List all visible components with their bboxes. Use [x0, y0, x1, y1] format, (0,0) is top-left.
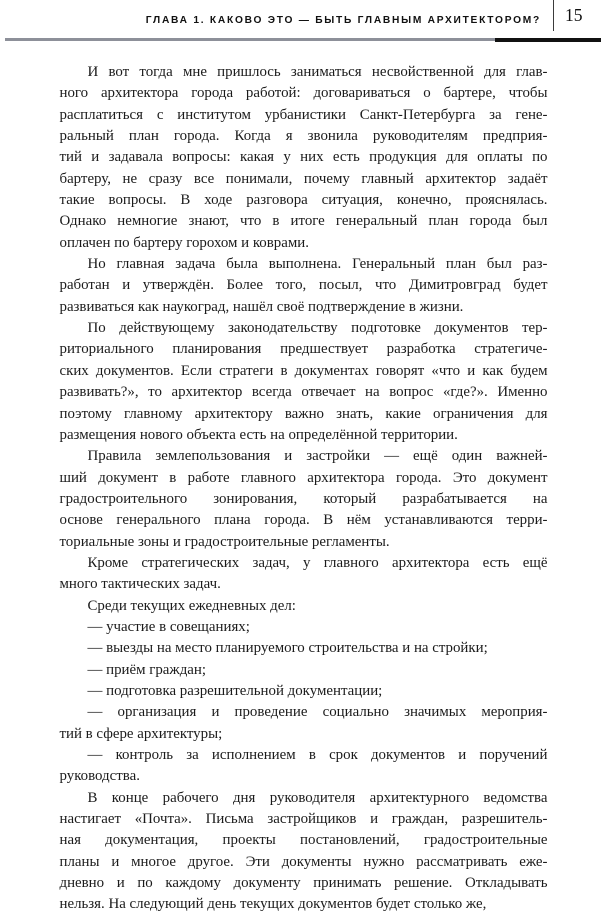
text-line: По действующему законодательству подготовке документов тер-	[87, 320, 548, 337]
text-line: такие вопросы. В ходе разговора ситуация, конечно, прояснялась.	[59, 192, 548, 209]
text-line: ских документов. Если стратеги в документах говорят «что и как будем	[59, 362, 548, 379]
paragraph	[60, 318, 548, 446]
text-line: расплатиться с институтом урбанистики Санкт-Петербурга за гене-	[59, 106, 548, 123]
text-line: Но главная задача была выполнена. Генеральный план был раз-	[87, 256, 548, 273]
text-line: настигает «Почта». Письма застройщиков и граждан, разрешитель-	[59, 811, 548, 828]
text-line: работан и утверждён. Более того, посыл, что Димитровград будет	[59, 277, 548, 294]
text-line: — контроль за исполнением в срок документов и поручений	[87, 747, 548, 763]
text-line: тий в сфере архитектуры;	[59, 725, 223, 742]
text-line: нельзя. На следующий день текущих документов будет столько же,	[59, 896, 487, 913]
text-line: поэтому главному архитектору важно знать, какие ограничения для	[59, 405, 548, 422]
text-line: И вот тогда мне пришлось заниматься несвойственной для глав-	[87, 64, 548, 80]
paragraph	[60, 596, 548, 617]
text-line: В конце рабочего дня руководителя архитектурного ведомства	[87, 789, 548, 806]
text-line: много тактических задач.	[59, 576, 221, 593]
text-line: бартеру, не сразу все понимали, почему главный архитектор задаёт	[59, 170, 548, 187]
list-item	[60, 638, 548, 659]
running-header	[4, 0, 599, 38]
text-line: ральный план города. Когда я звонила руководителям предприя-	[59, 128, 548, 145]
list-item	[60, 745, 548, 788]
paragraph	[60, 254, 548, 318]
list-item	[60, 660, 548, 681]
text-line: оплачен по бартеру горохом и коврами.	[59, 234, 309, 251]
list-item	[60, 617, 548, 638]
text-line: развиваться как наукоград, нашёл своё подтверждение в жизни.	[59, 298, 464, 315]
page-number-box	[553, 0, 599, 31]
text-line: основе генерального плана города. В нём устанавливаются терри-	[59, 512, 548, 529]
text-line: — участие в совещаниях;	[87, 618, 250, 635]
text-line: ториальные зоны и градостроительные регламенты.	[59, 533, 390, 550]
text-line: ший документ в работе главного архитектора города. Это документ	[59, 469, 548, 486]
text-line: — организация и проведение социально значимых мероприя-	[87, 704, 548, 721]
paragraph	[60, 446, 548, 553]
text-line: риториального планирования предшествует разработка стратегиче-	[59, 341, 548, 358]
page-number: 15	[565, 5, 583, 25]
chapter-title: ГЛАВА 1. КАКОВО ЭТО — БЫТЬ ГЛАВНЫМ АРХИТЕКТОРОМ?	[145, 15, 541, 26]
header-rules	[0, 38, 607, 44]
text-line: развивать?», то архитектор всегда отвечает на вопрос «где?». Именно	[59, 384, 548, 401]
text-line: дневно и по каждому документу принимать решение. Откладывать	[59, 875, 548, 892]
list-item	[60, 681, 548, 702]
paragraph	[60, 788, 548, 916]
text-line: — подготовка разрешительной документации;	[87, 682, 383, 699]
text-line: размещения нового объекта есть на определённой территории.	[59, 426, 458, 443]
text-line: градостроительного зонирования, который разрабатывается на	[59, 490, 548, 507]
header-rule-black	[495, 38, 601, 42]
paragraph	[60, 553, 548, 596]
text-line: ная документация, проекты постановлений, градостроительные	[59, 832, 548, 849]
page-body	[60, 44, 548, 916]
list-item	[60, 702, 548, 745]
text-line: Среди текущих ежедневных дел:	[87, 597, 296, 614]
text-line: — выезды на место планируемого строительства и на стройки;	[87, 640, 488, 657]
text-line: Правила землепользования и застройки — ещё один важней-	[87, 448, 548, 465]
text-line: Кроме стратегических задач, у главного архитектора есть ещё	[87, 554, 548, 571]
text-line: — приём граждан;	[87, 661, 206, 678]
text-line: руководства.	[59, 768, 140, 785]
text-line: Однако немногие знают, что в итоге генеральный план города был	[59, 213, 548, 230]
text-line: планы и многое другое. Эти документы нужно рассматривать еже-	[59, 853, 548, 870]
paragraph	[60, 62, 548, 254]
text-line: ного архитектора города работой: договариваться о бартере, чтобы	[59, 85, 548, 102]
text-line: тий и задавала вопросы: какая у них есть продукция для оплаты по	[59, 149, 548, 166]
